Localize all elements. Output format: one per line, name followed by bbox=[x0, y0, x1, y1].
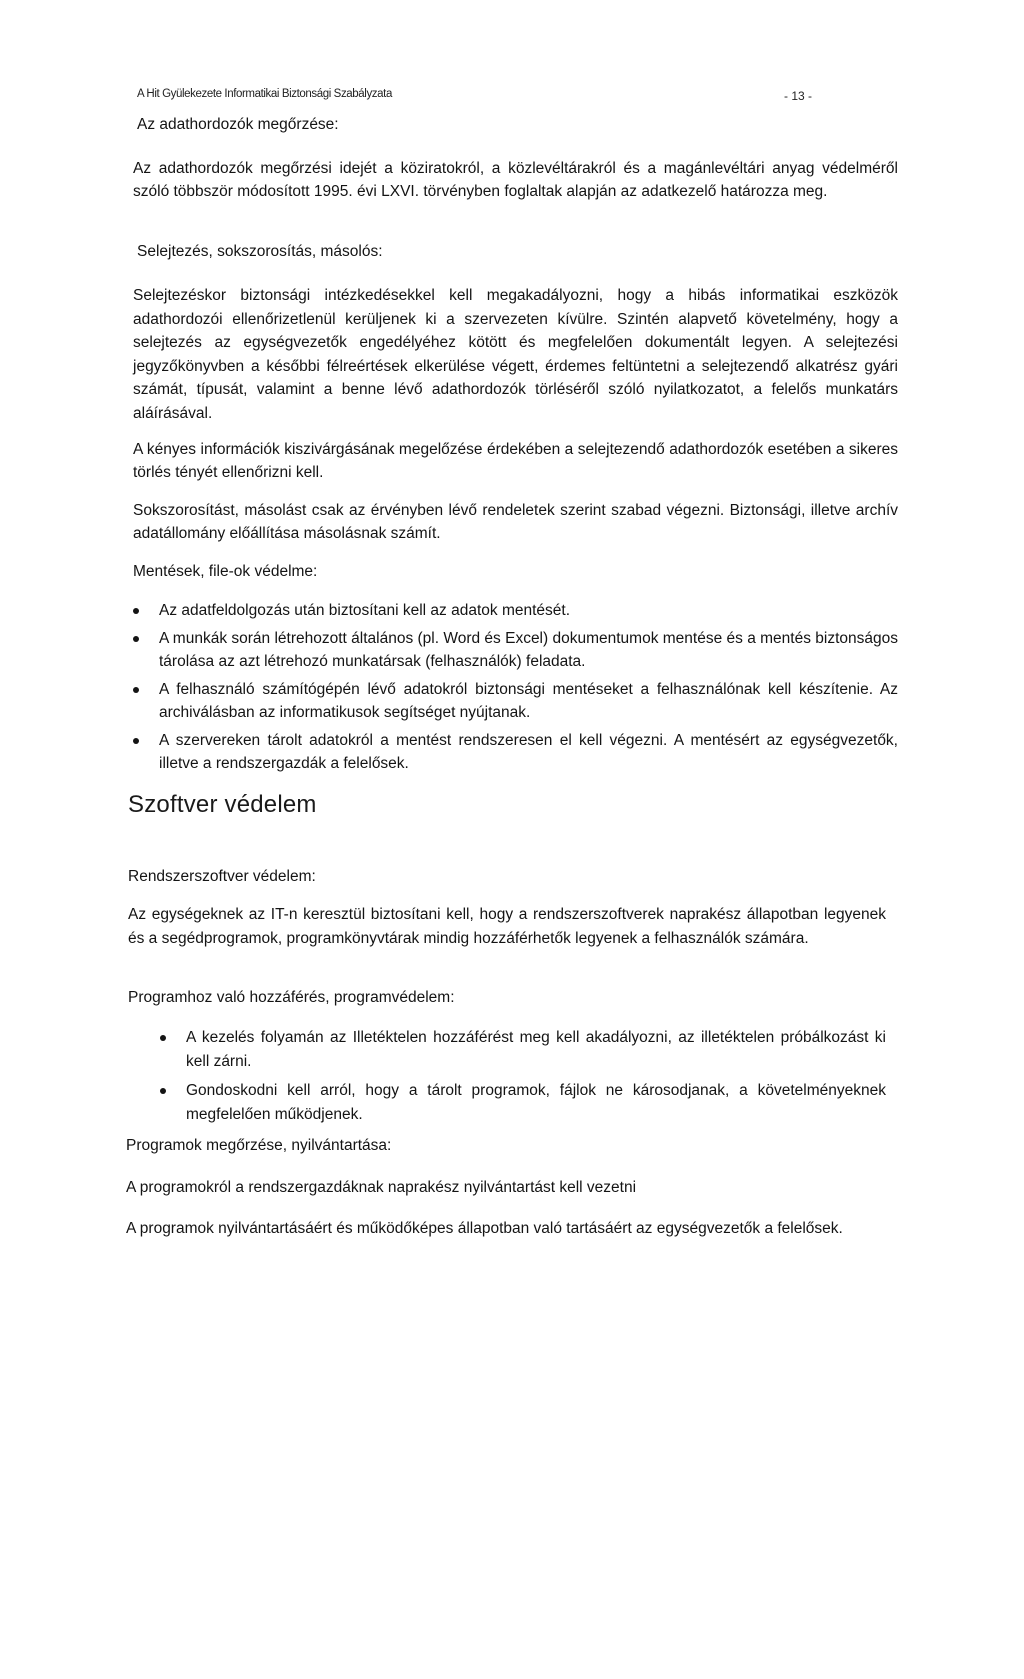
list-item: Az adatfeldolgozás után biztosítani kell az adatok mentését. bbox=[133, 599, 898, 623]
bullet-icon bbox=[133, 687, 139, 693]
section-heading-rendszerszoftver: Rendszerszoftver védelem: bbox=[128, 868, 316, 885]
mentesek-list bbox=[133, 599, 898, 780]
bullet-icon bbox=[133, 608, 139, 614]
section-heading-adathordozok: Az adathordozók megőrzése: bbox=[137, 116, 339, 133]
paragraph-megorzes-1: A programokról a rendszergazdáknak naprakész nyilvántartást kell vezetni bbox=[126, 1179, 637, 1196]
section-heading-megorzes: Programok megőrzése, nyilvántartása: bbox=[126, 1137, 392, 1154]
paragraph-megorzes-2: A programok nyilvántartásáért és működőképes állapotban való tartásáért az egységvezetők a felelősek. bbox=[126, 1220, 843, 1237]
bullet-icon bbox=[160, 1088, 166, 1094]
page-number: - 13 - bbox=[784, 89, 813, 103]
section-heading-selejtezes: Selejtezés, sokszorosítás, másolós: bbox=[137, 243, 383, 260]
paragraph-rendszerszoftver: Az egységeknek az IT-n keresztül biztosítani kell, hogy a rendszerszoftverek naprakész állapotban legyenek és a segédprogramok, programkönyvtárak mindig hozzáférhetők legyenek a felhasználók számára. bbox=[128, 906, 886, 947]
bullet-icon bbox=[160, 1035, 166, 1041]
section-heading-mentesek: Mentések, file-ok védelme: bbox=[133, 563, 318, 580]
list-item: A felhasználó számítógépén lévő adatokról biztonsági mentéseket a felhasználónak kell készítenie. Az archiválásban az informatikusok segítséget nyújtanak. bbox=[133, 678, 898, 725]
running-header-title: A Hit Gyülekezete Informatikai Biztonsági Szabályzata bbox=[137, 88, 392, 100]
paragraph-selejtezes-3: Sokszorosítást, másolást csak az érvényben lévő rendeletek szerint szabad végezni. Biztonsági, illetve archív adatállomány előállítása másolásnak számít. bbox=[133, 502, 898, 542]
list-item: A munkák során létrehozott általános (pl. Word és Excel) dokumentumok mentése és a mentés biztonságos tárolása az azt létrehozó munkatársak (felhasználók) feladata. bbox=[133, 627, 898, 674]
section-title-szoftver-vedelem: Szoftver védelem bbox=[128, 791, 317, 818]
paragraph-adathordozok: Az adathordozók megőrzési idejét a köziratokról, a közlevéltárakról és a magánlevéltári anyag védelméről szóló többször módosított 1995. évi LXVI. törvényben foglaltak alapján az adatkezelő határozza meg. bbox=[133, 160, 898, 200]
list-item: A kezelés folyamán az Illetéktelen hozzáférést meg kell akadályozni, az illetéktelen próbálkozást ki kell zárni. bbox=[160, 1026, 886, 1073]
list-item: Gondoskodni kell arról, hogy a tárolt programok, fájlok ne károsodjanak, a követelményeknek megfelelően működjenek. bbox=[160, 1079, 886, 1126]
bullet-icon bbox=[133, 636, 139, 642]
list-item: A szervereken tárolt adatokról a mentést rendszeresen el kell végezni. A mentésért az egységvezetők, illetve a rendszergazdák a felelősek. bbox=[133, 729, 898, 776]
programvedelem-list bbox=[160, 1026, 886, 1130]
paragraph-selejtezes-1: Selejtezéskor biztonsági intézkedésekkel kell megakadályozni, hogy a hibás informatikai eszközök adathordozói ellenőrizetlenül kerüljenek ki a szervezeten kívülre. Szintén alapvető követelmény, hogy a selejtezés az egységvezetők engedélyéhez kötött és megfelelően dokumentált legyen. A selejtezési jegyzőkönyvben a későbbi félreértések elkerülése végett, érdemes feltüntetni a selejtezendő alkatrész gyári számát, típusát, valamint a benne lévő adathordozók törléséről szóló nyilatkozatot, a felelős munkatárs aláírásával. bbox=[133, 287, 898, 422]
bullet-icon bbox=[133, 738, 139, 744]
section-heading-programvedelem: Programhoz való hozzáférés, programvédelem: bbox=[128, 989, 455, 1006]
paragraph-selejtezes-2: A kényes információk kiszivárgásának megelőzése érdekében a selejtezendő adathordozók esetében a sikeres törlés tényét ellenőrizni kell. bbox=[133, 441, 898, 481]
